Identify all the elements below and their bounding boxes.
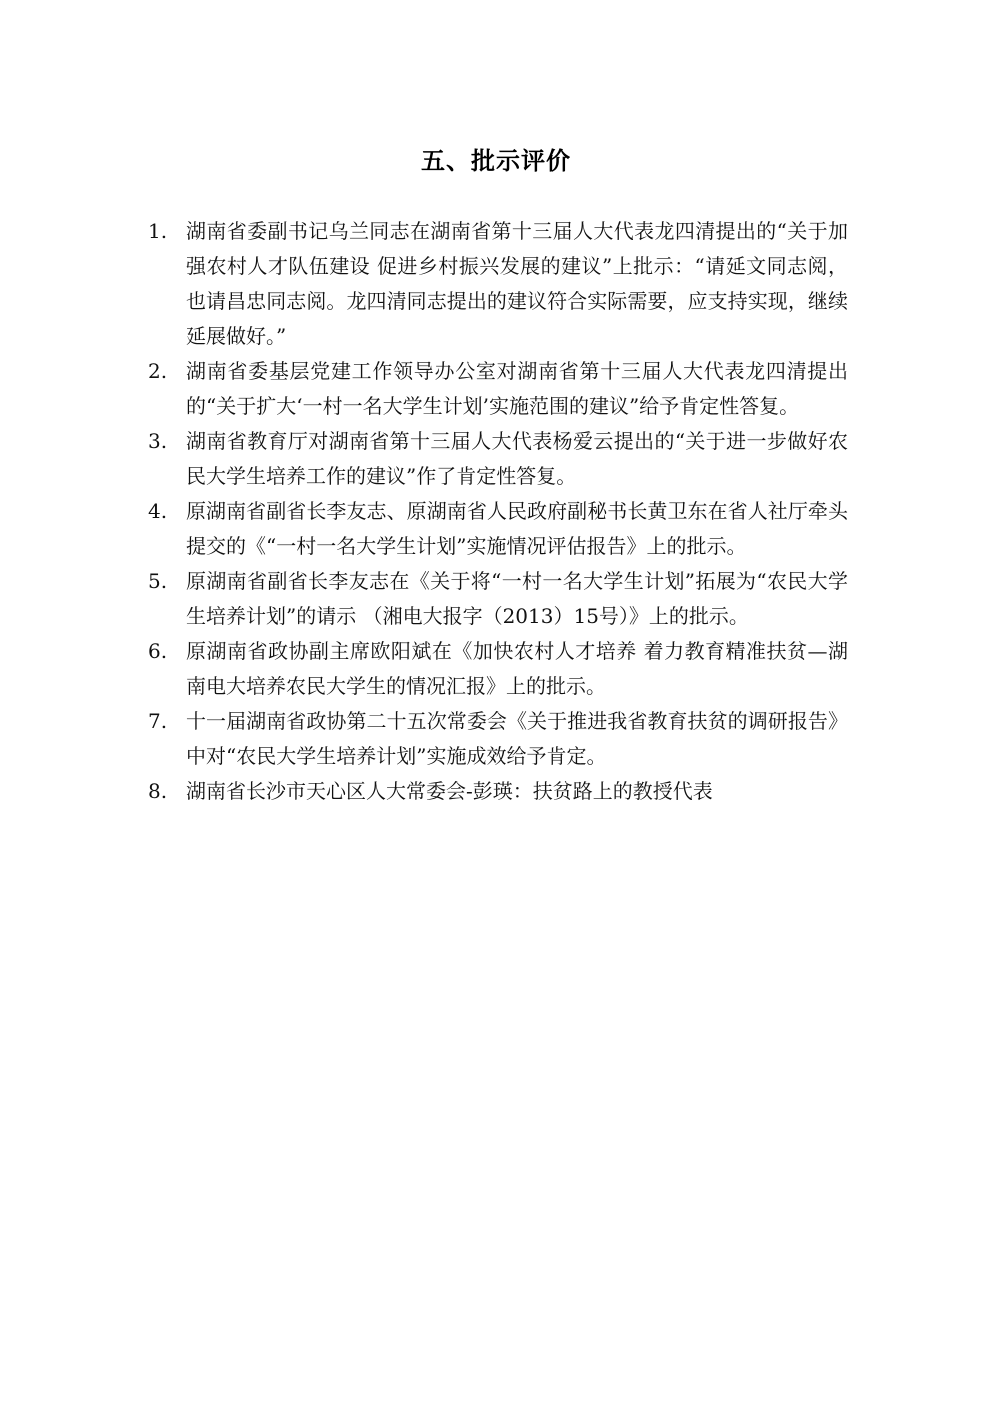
list-item xyxy=(148,704,848,774)
item-number: 5. xyxy=(148,569,168,593)
item-text: 湖南省委副书记乌兰同志在湖南省第十三届人大代表龙四清提出的“关于加强农村人才队伍建设 促进乡村振兴发展的建议”上批示：“请延文同志阅，也请昌忠同志阅。龙四清同志提出的建议符合实际需要，应支持实现，继续延展做好。” xyxy=(186,219,848,348)
item-text: 原湖南省副省长李友志在《关于将“一村一名大学生计划”拓展为“农民大学生培养计划”的请示 （湘电大报字（2013）15号）》上的批示。 xyxy=(186,569,848,628)
item-text: 湖南省委基层党建工作领导办公室对湖南省第十三届人大代表龙四清提出的“关于扩大‘一村一名大学生计划’实施范围的建议”给予肯定性答复。 xyxy=(186,359,848,418)
list-item xyxy=(148,214,848,354)
list-item xyxy=(148,774,848,809)
item-text: 十一届湖南省政协第二十五次常委会《关于推进我省教育扶贫的调研报告》中对“农民大学生培养计划”实施成效给予肯定。 xyxy=(186,709,848,768)
endorsement-list xyxy=(148,214,848,809)
item-number: 4. xyxy=(148,499,168,523)
item-number: 8. xyxy=(148,779,168,803)
item-text: 湖南省教育厅对湖南省第十三届人大代表杨爱云提出的“关于进一步做好农民大学生培养工作的建议”作了肯定性答复。 xyxy=(186,429,848,488)
list-item xyxy=(148,424,848,494)
item-number: 3. xyxy=(148,429,168,453)
item-number: 7. xyxy=(148,709,168,733)
item-number: 2. xyxy=(148,359,168,383)
item-text: 原湖南省副省长李友志、原湖南省人民政府副秘书长黄卫东在省人社厅牵头提交的《“一村一名大学生计划”实施情况评估报告》上的批示。 xyxy=(186,499,848,558)
list-item xyxy=(148,494,848,564)
item-number: 6. xyxy=(148,639,168,663)
item-text: 湖南省长沙市天心区人大常委会-彭瑛：扶贫路上的教授代表 xyxy=(186,779,713,803)
item-text: 原湖南省政协副主席欧阳斌在《加快农村人才培养 着力教育精准扶贫—湖南电大培养农民大学生的情况汇报》上的批示。 xyxy=(186,639,848,698)
page-title: 五、批示评价 xyxy=(421,147,571,175)
list-item xyxy=(148,354,848,424)
item-number: 1. xyxy=(148,219,168,243)
list-item xyxy=(148,634,848,704)
list-item xyxy=(148,564,848,634)
